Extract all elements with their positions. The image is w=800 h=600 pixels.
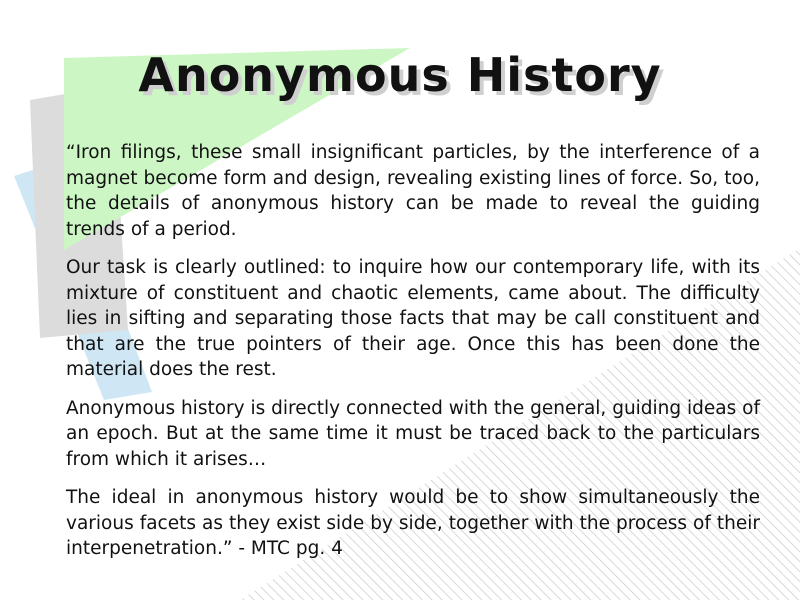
slide-title: Anonymous History bbox=[138, 48, 662, 102]
paragraph-1: “Iron filings, these small insignificant particles, by the interference of a magnet become form and design, revealing existing lines of force. So, too, the details of anonymous history can be made to reveal the guiding trends of a period. bbox=[66, 142, 760, 240]
paragraph-2: Our task is clearly outlined: to inquire how our contemporary life, with its mixture of constituent and chaotic elements, came about. The difficulty lies in sifting and separating those facts that may be call constituent and that are the true pointers of their age. Once this has been done the material does the rest. bbox=[66, 257, 760, 380]
paragraph-4: The ideal in anonymous history would be to show simultaneously the various facets as they exist side by side, together with the process of their interpenetration.” - MTC pg. 4 bbox=[66, 487, 760, 559]
quote-body bbox=[66, 140, 760, 575]
paragraph-3: Anonymous history is directly connected with the general, guiding ideas of an epoch. But at the same time it must be traced back to the particulars from which it arises… bbox=[66, 397, 760, 470]
